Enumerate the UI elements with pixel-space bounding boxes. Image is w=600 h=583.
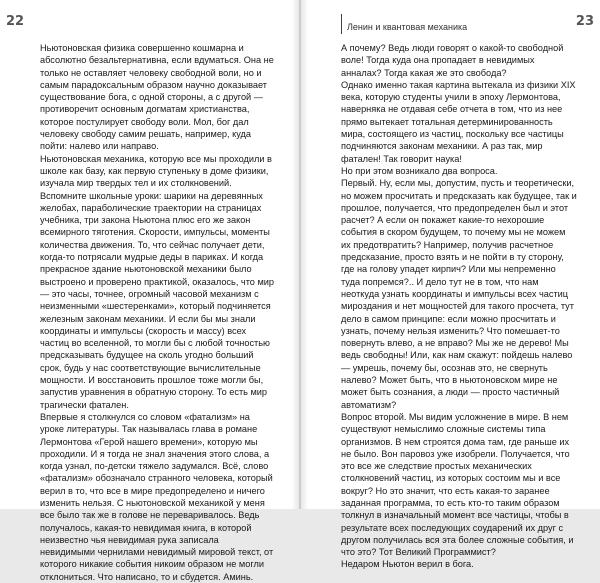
page-number-right: 23 (575, 14, 594, 29)
running-head (341, 12, 561, 34)
paragraph: Но при этом возникало два вопроса. (341, 165, 498, 176)
left-page-text (40, 42, 276, 583)
left-page (0, 0, 299, 582)
paragraph: Ньютоновская механика, которую все мы проходили в школе как базу, как первую ступеньку в доме физики, изучала мир твердых тел и их столкновений. Вспомните школьные уроки: шарики на деревянных желобах, параболические траектории на страницах учебника, три закона Ньютона плюс его же закон всемирного тяготения. Скорости, импульсы, моменты количества движения. То, что сейчас получает дети, когда-то потрясали мудрые деды в париках. И когда прекрасное здание ньютоновской механики было выстроено и проверено практикой, оказалось, что мир — это часы, точнее, огромный часовой механизм с неизменными «шестеренками», который подчиняется железным законам механики. И если бы мы знали координаты и импульсы (скорость и массу) всех частиц во вселенной, то могли бы с любой точностью предсказывать будущее на сколь угодно больший срок, будь у нас соответствующие вычислительные мощности. И восстановить прошлое тоже могли бы, запустив уравнения в обратную сторону. То есть мир трагически фатален. (40, 153, 275, 410)
running-head-title: Ленин и квантовая механика (347, 22, 468, 32)
paragraph: Вопрос второй. Мы видим усложнение в мире. В нем существуют немыслимо сложные системы типа организмов. В нем строятся дома там, где раньше их не было. Вон паровоз уже изобрели. Получается, что это все же следствие простых механических столкновений частиц, из которых состоим мы и все вокруг? Но это значит, что есть какая-то заранее заданная программа, то есть кто-то таким образом толкнул в изначальный момент все частицы, чтобы в результате всех последующих соударений их друг с другом получилась вся эта более сложные события, и что это? Тот Великий Программист? (341, 411, 574, 558)
paragraph: Однако именно такая картина вытекала из физики XIX века, которую студенты учили в эпоху Лермонтова, наверняка не отдавая себе отчета в том, что из нее прямо вытекает тотальная детерминированность мира, состоящего из частиц, поскольку все частицы подчиняются законам механики. А раз так, мир фатален! Так говорит наука! (341, 79, 576, 164)
paragraph: Недаром Ньютон верил в бога. (341, 559, 474, 570)
page-number-left: 22 (6, 14, 25, 29)
paragraph: Ньютоновская физика совершенно кошмарна и абсолютно безальтернативна, если вдуматься. Она не только не оставляет человеку свободной воли, но и самым парадоксальным образом научно доказывает существование бога, с одной стороны, а с другой — противоречит основным догматам христианства, которое постулирует свободу воли. Мол, бог дал человеку свободу самим решать, например, куда пойти: налево или направо. (40, 43, 274, 152)
right-page (301, 0, 600, 570)
paragraph: Первый. Ну, если мы, допустим, пусть и теоретически, но можем просчитать и предсказать как будущее, так и прошлое, получается, что предопределен был и этот расчет? А если он покажет какие-то нехорошие события в скором будущем, то почему мы не можем их предотвратить? Например, получив расчетное предсказание, просто взять и не пойти в ту сторону, где на голову упадет кирпич? Или мы непременно туда попремся?.. И дело тут не в том, что нам неоткуда узнать координаты и импульсы всех частиц мироздания и нет мощностей для такого просчета, тут дело в самом принципе: если можно просчитать и узнать, почему нельзя изменить? Что помешает-то повернуть влево, а не вправо? Мы же не дерево! Мы ведь свободны! Или, как нам скажут: пойдешь налево — умрешь, почему бы, осознав это, не свернуть налево? Может быть, что в ньютоновском мире не может быть сознания, а люди — просто частичный автоматизм? (341, 178, 577, 410)
paragraph: А почему? Ведь люди говорят о какой-то свободной воле! Тогда куда она пропадает в невидимых анналах? Тогда какая же это свобода? (341, 43, 564, 78)
running-head-rule (341, 14, 342, 34)
paragraph: Впервые я столкнулся со словом «фатализм» на уроке литературы. Так называлась глава в романе Лермонтова «Герой нашего времени», которую мы проходили. И я тогда не знал значения этого слова, а когда узнал, по-детски тяжело задумался. Всё, слово «фатализм» обозначало странного человека, который верил в то, что все в мире предопределено и ничего изменить нельзя. С ньютоновской механикой у меня все было так же в голове не переваривалось. Ведь получалось, какая-то невидимая книга, в которой неизвестно чья невидимая рука записала невидимыми чернилами невидимый мировой текст, от которого никакие события никоим образом не могли отклониться. Что написано, то и сбудется. Аминь. (40, 411, 274, 582)
right-page-text (341, 42, 577, 571)
